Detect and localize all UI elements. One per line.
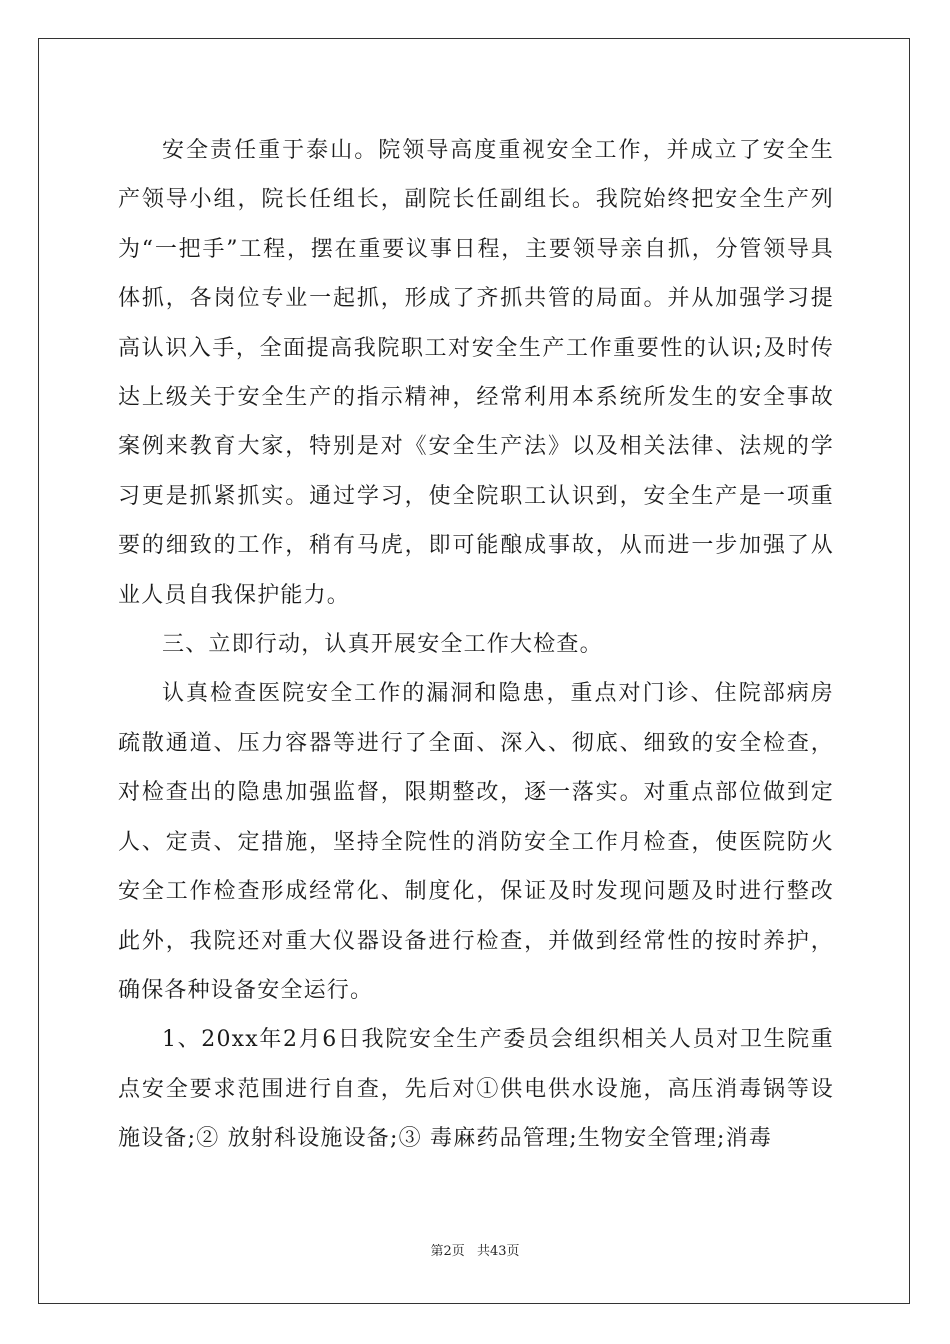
document-body: [118, 126, 834, 1164]
page-number-current: 第2页: [430, 1244, 465, 1259]
paragraph-2-heading: 三、立即行动，认真开展安全工作大检查。: [162, 632, 603, 658]
paragraph-3: 认真检查医院安全工作的漏洞和隐患，重点对门诊、住院部病房疏散通道、压力容器等进行了全面、深入、彻底、细致的安全检查，对检查出的隐患加强监督，限期整改，逐一落实。对重点部位做到定人、定责、定措施，坚持全院性的消防安全工作月检查，使医院防火安全工作检查形成经常化、制度化，保证及时发现问题及时进行整改此外，我院还对重大仪器设备进行检查，并做到经常性的按时养护，确保各种设备安全运行。: [118, 681, 834, 1003]
page-footer: [0, 1240, 950, 1259]
page-number-total: 共43页: [476, 1244, 520, 1259]
paragraph-4: 1、20xx年2月6日我院安全生产委员会组织相关人员对卫生院重点安全要求范围进行自查，先后对①供电供水设施，高压消毒锅等设施设备;② 放射科设施设备;③ 毒麻药品管理;生物安全管理;消毒: [118, 1027, 834, 1152]
paragraph-1: 安全责任重于泰山。院领导高度重视安全工作，并成立了安全生产领导小组，院长任组长，副院长任副组长。我院始终把安全生产列为“一把手”工程，摆在重要议事日程，主要领导亲自抓，分管领导具体抓，各岗位专业一起抓，形成了齐抓共管的局面。并从加强学习提高认识入手，全面提高我院职工对安全生产工作重要性的认识;及时传达上级关于安全生产的指示精神，经常利用本系统所发生的安全事故案例来教育大家，特别是对《安全生产法》以及相关法律、法规的学习更是抓紧抓实。通过学习，使全院职工认识到，安全生产是一项重要的细致的工作，稍有马虎，即可能酿成事故，从而进一步加强了从业人员自我保护能力。: [118, 138, 834, 608]
